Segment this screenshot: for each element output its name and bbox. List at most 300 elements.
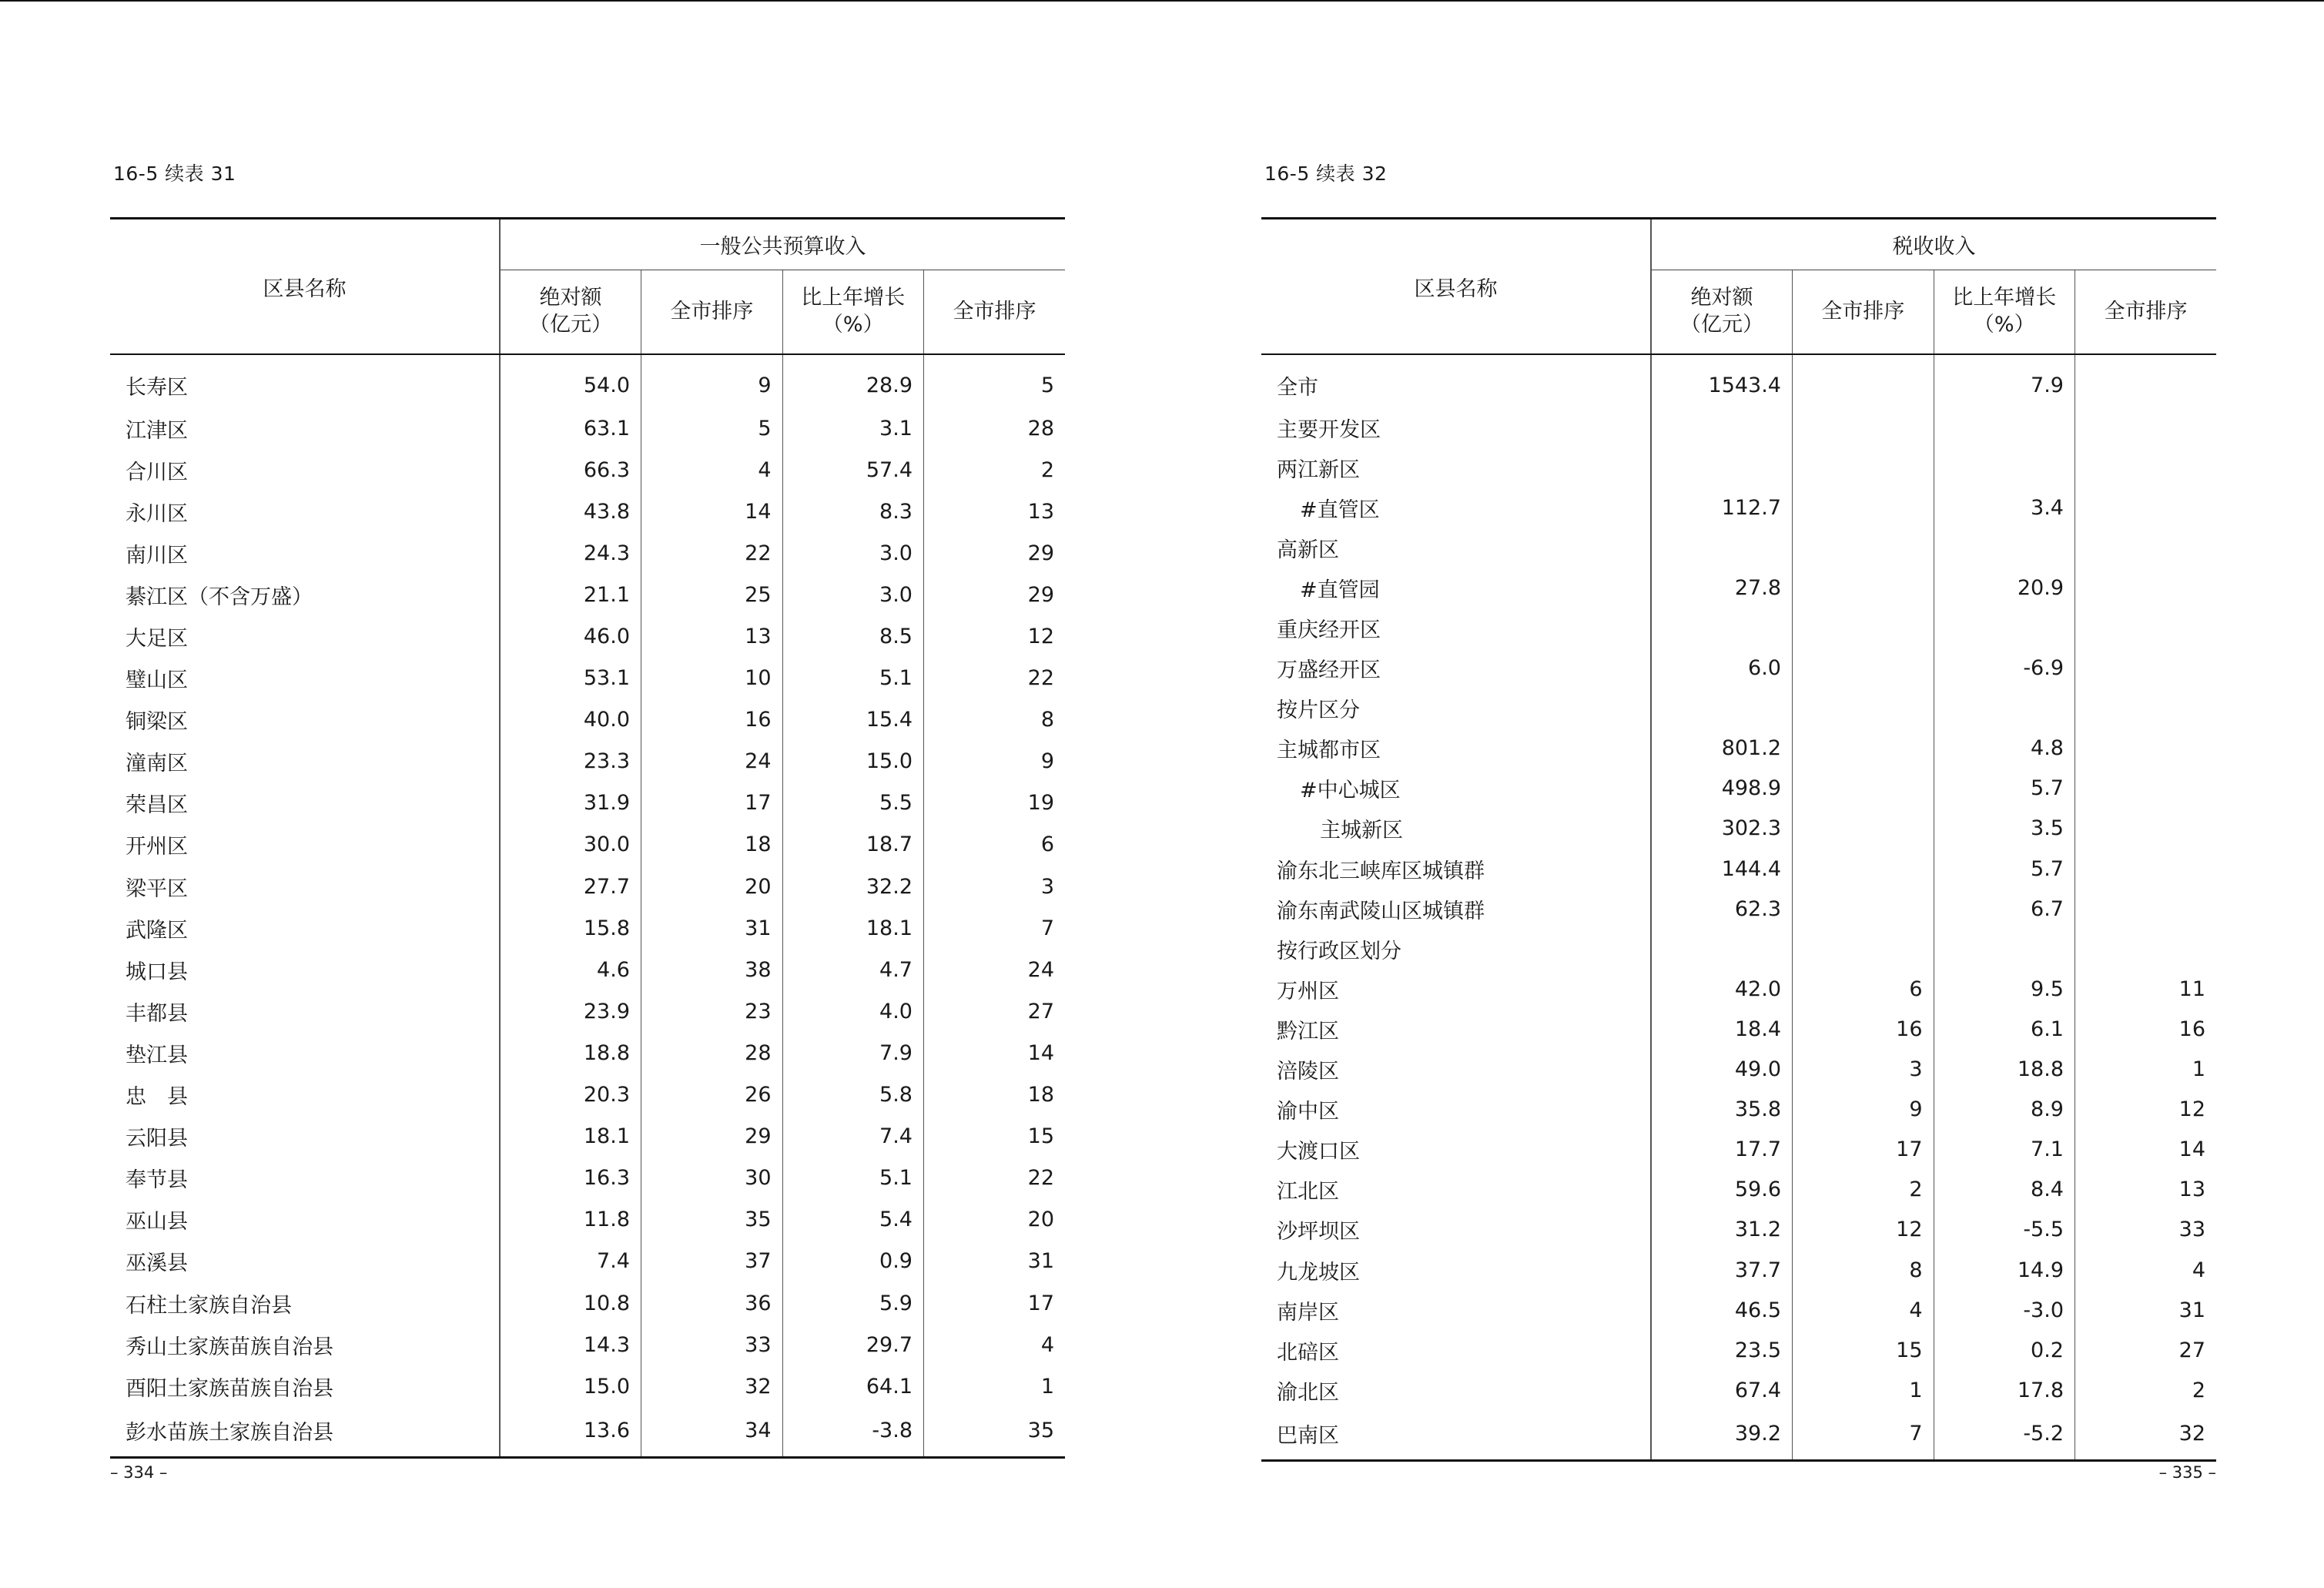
region-name-cell: 彭水苗族土家族自治县 [110, 1407, 500, 1458]
value-cell: 27.8 [1651, 568, 1793, 608]
value-cell: 66.3 [500, 449, 641, 491]
value-cell: 37.7 [1651, 1250, 1793, 1290]
value-cell: 23.5 [1651, 1330, 1793, 1370]
growth-rank-cell: 11 [2178, 977, 2205, 1001]
table-row [110, 741, 1065, 782]
page-number: – 335 – [2158, 1463, 2216, 1482]
table-row [1261, 809, 2216, 849]
growth-cell [1934, 407, 2075, 447]
table-row [1261, 568, 2216, 608]
growth-cell: 5.9 [782, 1282, 924, 1324]
growth-cell: -3.0 [1934, 1290, 2075, 1330]
rank-cell [1793, 447, 1934, 487]
value-cell: 35.8 [1651, 1090, 1793, 1130]
growth-cell [1934, 528, 2075, 568]
value-cell: 62.3 [1651, 889, 1793, 929]
growth-cell [1934, 608, 2075, 648]
growth-rank-cell: 4 [1040, 1332, 1054, 1357]
rank-cell: 31 [641, 907, 783, 949]
rank-cell: 16 [1793, 1009, 1934, 1049]
rank-header: 全市排序 [641, 270, 783, 355]
region-name-cell: 重庆经开区 [1261, 608, 1651, 648]
value-cell: 498.9 [1651, 769, 1793, 809]
growth-rank-cell: 22 [1027, 1166, 1054, 1191]
region-name-cell: 开州区 [110, 824, 500, 866]
value-cell: 63.1 [500, 407, 641, 449]
growth-cell: 64.1 [782, 1365, 924, 1407]
value-cell: 6.0 [1651, 648, 1793, 688]
table-row [1261, 1290, 2216, 1330]
value-cell: 23.3 [500, 741, 641, 782]
growth-rank-cell: 14 [2178, 1137, 2205, 1162]
growth-rank-cell: 2 [1040, 457, 1054, 482]
table-body [1261, 354, 2216, 1461]
table-title: 16-5 续表 32 [1264, 162, 1388, 185]
growth-rank-cell: 35 [1027, 1418, 1054, 1442]
table-row [110, 1324, 1065, 1365]
region-name-cell: 主城新区 [1261, 809, 1651, 849]
value-cell: 801.2 [1651, 729, 1793, 769]
growth-cell: 7.9 [782, 1032, 924, 1074]
growth-rank-cell [2075, 528, 2217, 568]
value-cell: 14.3 [500, 1324, 641, 1365]
growth-rank-cell: 1 [2192, 1057, 2205, 1082]
growth-cell: 20.9 [1934, 568, 2075, 608]
growth-cell [1934, 447, 2075, 487]
rank-cell: 1 [1793, 1370, 1934, 1410]
value-cell: 67.4 [1651, 1370, 1793, 1410]
region-name-cell: 主要开发区 [1261, 407, 1651, 447]
growth-rank-cell: 1 [1040, 1374, 1054, 1399]
rank-cell: 7 [1793, 1410, 1934, 1461]
rank-cell [1793, 407, 1934, 447]
growth-cell: 14.9 [1934, 1250, 2075, 1290]
growth-rank-cell [2075, 889, 2217, 929]
rank-cell: 36 [641, 1282, 783, 1324]
rank-cell: 2 [1793, 1170, 1934, 1210]
rank-cell: 34 [641, 1407, 783, 1458]
value-cell: 112.7 [1651, 487, 1793, 528]
region-name-cell: 巫溪县 [110, 1241, 500, 1282]
growth-cell: 8.9 [1934, 1090, 2075, 1130]
growth-rank-cell [2075, 568, 2217, 608]
table-row [1261, 769, 2216, 809]
table-body [110, 354, 1065, 1458]
rank-cell: 26 [641, 1074, 783, 1116]
rank-cell: 9 [641, 354, 783, 407]
value-cell: 15.0 [500, 1365, 641, 1407]
value-cell: 17.7 [1651, 1130, 1793, 1170]
table-row [110, 949, 1065, 990]
growth-rank-cell [2075, 809, 2217, 849]
rank-cell: 29 [641, 1116, 783, 1157]
table-row [1261, 1009, 2216, 1049]
region-name-cell: #直管园 [1261, 568, 1651, 608]
rank-cell [1793, 354, 1934, 407]
growth-cell: 8.5 [782, 615, 924, 657]
table-row [1261, 1370, 2216, 1410]
value-cell [1651, 407, 1793, 447]
rank-cell: 25 [641, 574, 783, 615]
group-header: 一般公共预算收入 [500, 219, 1065, 270]
table-row [1261, 929, 2216, 969]
region-name-cell: 秀山土家族苗族自治县 [110, 1324, 500, 1365]
growth-rank-cell [2075, 769, 2217, 809]
region-name-cell: 大足区 [110, 615, 500, 657]
growth-rank-cell: 2 [2192, 1378, 2205, 1402]
region-name-cell: 武隆区 [110, 907, 500, 949]
growth-rank-cell [2075, 648, 2217, 688]
rank-cell [1793, 487, 1934, 528]
growth-rank-cell: 3 [1040, 874, 1054, 899]
growth-cell: 5.1 [782, 1157, 924, 1199]
table-row [1261, 1050, 2216, 1090]
region-name-cell: 长寿区 [110, 354, 500, 407]
table-row [1261, 1170, 2216, 1210]
rank-cell [1793, 688, 1934, 729]
growth-rank-cell: 12 [1027, 625, 1054, 649]
rank-cell: 23 [641, 990, 783, 1032]
growth-cell [1934, 688, 2075, 729]
growth-cell: 5.5 [782, 782, 924, 824]
table-row [110, 1241, 1065, 1282]
growth-rank-cell: 12 [2178, 1097, 2205, 1122]
table-row [110, 1407, 1065, 1458]
region-column-header: 区县名称 [1261, 219, 1651, 355]
growth-cell: 7.4 [782, 1116, 924, 1157]
value-cell: 15.8 [500, 907, 641, 949]
table-row [1261, 354, 2216, 407]
rank-cell: 13 [641, 615, 783, 657]
region-name-cell: 万州区 [1261, 969, 1651, 1009]
rank-cell: 4 [641, 449, 783, 491]
value-cell: 59.6 [1651, 1170, 1793, 1210]
table-row [110, 1157, 1065, 1199]
table-row [110, 907, 1065, 949]
region-name-cell: 荣昌区 [110, 782, 500, 824]
region-name-cell: 九龙坡区 [1261, 1250, 1651, 1290]
table-row [110, 990, 1065, 1032]
table-row [1261, 688, 2216, 729]
region-name-cell: 城口县 [110, 949, 500, 990]
value-cell: 18.4 [1651, 1009, 1793, 1049]
growth-rank-cell: 17 [1027, 1291, 1054, 1315]
value-cell: 4.6 [500, 949, 641, 990]
growth-cell: 5.8 [782, 1074, 924, 1116]
region-name-cell: 南岸区 [1261, 1290, 1651, 1330]
table-row [1261, 1090, 2216, 1130]
growth-rank-cell: 18 [1027, 1083, 1054, 1107]
growth-rank-cell: 6 [1040, 833, 1054, 857]
table-row [1261, 729, 2216, 769]
growth-cell: 4.7 [782, 949, 924, 990]
rank-header: 全市排序 [1793, 270, 1934, 355]
growth-rank-cell: 22 [1027, 666, 1054, 691]
growth-cell: -5.5 [1934, 1210, 2075, 1250]
growth-cell: 5.1 [782, 658, 924, 699]
growth-cell: 28.9 [782, 354, 924, 407]
region-name-cell: 按行政区划分 [1261, 929, 1651, 969]
region-name-cell: 渝中区 [1261, 1090, 1651, 1130]
table-row [1261, 648, 2216, 688]
rank-cell: 37 [641, 1241, 783, 1282]
value-cell: 144.4 [1651, 849, 1793, 889]
growth-rank-cell: 28 [1027, 416, 1054, 441]
value-cell [1651, 447, 1793, 487]
value-cell: 53.1 [500, 658, 641, 699]
region-name-cell: 渝东南武陵山区城镇群 [1261, 889, 1651, 929]
region-name-cell: 巫山县 [110, 1199, 500, 1241]
right-page [1261, 0, 2216, 1588]
rank-cell [1793, 568, 1934, 608]
value-cell: 10.8 [500, 1282, 641, 1324]
region-name-cell: 按片区分 [1261, 688, 1651, 729]
table-row [1261, 1410, 2216, 1461]
growth-rank-cell [2075, 487, 2217, 528]
region-name-cell: 綦江区（不含万盛） [110, 574, 500, 615]
table-row [110, 782, 1065, 824]
growth-rank-cell: 29 [1027, 582, 1054, 607]
table-row [110, 866, 1065, 907]
growth-cell: 29.7 [782, 1324, 924, 1365]
growth-rank-header: 全市排序 [2075, 270, 2217, 355]
region-name-cell: 高新区 [1261, 528, 1651, 568]
region-name-cell: 璧山区 [110, 658, 500, 699]
value-cell [1651, 688, 1793, 729]
growth-rank-cell: 27 [2178, 1338, 2205, 1362]
value-cell: 31.9 [500, 782, 641, 824]
rank-cell: 24 [641, 741, 783, 782]
rank-cell [1793, 809, 1934, 849]
growth-cell: 5.7 [1934, 769, 2075, 809]
region-name-cell: 丰都县 [110, 990, 500, 1032]
growth-rank-cell: 31 [1027, 1249, 1054, 1274]
value-cell: 23.9 [500, 990, 641, 1032]
growth-rank-cell: 31 [2178, 1298, 2205, 1322]
value-cell [1651, 929, 1793, 969]
growth-cell: 5.4 [782, 1199, 924, 1241]
region-name-cell: 云阳县 [110, 1116, 500, 1157]
value-cell: 7.4 [500, 1241, 641, 1282]
rank-cell: 32 [641, 1365, 783, 1407]
table-row [1261, 487, 2216, 528]
table-row [1261, 528, 2216, 568]
growth-rank-cell [2075, 849, 2217, 889]
growth-rank-cell: 20 [1027, 1208, 1054, 1232]
growth-cell: 15.0 [782, 741, 924, 782]
rank-cell: 6 [1793, 969, 1934, 1009]
growth-cell: 7.1 [1934, 1130, 2075, 1170]
rank-cell: 22 [641, 532, 783, 574]
growth-cell: 15.4 [782, 699, 924, 741]
region-name-cell: 渝东北三峡库区城镇群 [1261, 849, 1651, 889]
page-number: – 334 – [110, 1463, 168, 1482]
growth-cell: 3.5 [1934, 809, 2075, 849]
growth-cell: 17.8 [1934, 1370, 2075, 1410]
growth-cell: 3.0 [782, 574, 924, 615]
table-row [110, 574, 1065, 615]
table-row [110, 491, 1065, 532]
table-row [110, 1074, 1065, 1116]
region-name-cell: 江津区 [110, 407, 500, 449]
rank-cell: 35 [641, 1199, 783, 1241]
table-row [1261, 889, 2216, 929]
growth-cell [1934, 929, 2075, 969]
growth-cell: 9.5 [1934, 969, 2075, 1009]
value-cell: 46.0 [500, 615, 641, 657]
region-name-cell: #中心城区 [1261, 769, 1651, 809]
growth-cell: 5.7 [1934, 849, 2075, 889]
table-row [1261, 407, 2216, 447]
budget-revenue-table [110, 217, 1065, 1459]
table-row [1261, 849, 2216, 889]
value-cell: 1543.4 [1651, 354, 1793, 407]
growth-cell: 8.3 [782, 491, 924, 532]
growth-cell: 57.4 [782, 449, 924, 491]
value-cell: 18.8 [500, 1032, 641, 1074]
growth-rank-cell: 4 [2192, 1258, 2205, 1282]
growth-rank-cell [2075, 929, 2217, 969]
rank-cell [1793, 648, 1934, 688]
rank-cell: 33 [641, 1324, 783, 1365]
table-row [1261, 1250, 2216, 1290]
rank-cell [1793, 929, 1934, 969]
value-cell: 302.3 [1651, 809, 1793, 849]
growth-rank-cell: 7 [1040, 916, 1054, 940]
growth-cell: 0.9 [782, 1241, 924, 1282]
growth-header: 比上年增长 （%） [1934, 270, 2075, 355]
rank-cell: 14 [641, 491, 783, 532]
growth-rank-header: 全市排序 [924, 270, 1066, 355]
growth-rank-cell: 13 [2178, 1178, 2205, 1202]
table-row [110, 532, 1065, 574]
table-row [1261, 608, 2216, 648]
growth-cell: 18.8 [1934, 1050, 2075, 1090]
value-cell: 30.0 [500, 824, 641, 866]
table-row [110, 407, 1065, 449]
region-name-cell: 合川区 [110, 449, 500, 491]
value-cell: 27.7 [500, 866, 641, 907]
region-name-cell: 江北区 [1261, 1170, 1651, 1210]
growth-rank-cell: 5 [1040, 373, 1054, 397]
value-cell: 42.0 [1651, 969, 1793, 1009]
table-row [110, 824, 1065, 866]
rank-cell: 20 [641, 866, 783, 907]
table-row [110, 1282, 1065, 1324]
table-row [1261, 969, 2216, 1009]
region-name-cell: 大渡口区 [1261, 1130, 1651, 1170]
growth-cell: 3.4 [1934, 487, 2075, 528]
table-row [110, 615, 1065, 657]
region-name-cell: 忠 县 [110, 1074, 500, 1116]
value-cell: 46.5 [1651, 1290, 1793, 1330]
region-name-cell: 两江新区 [1261, 447, 1651, 487]
growth-rank-cell [2075, 354, 2217, 407]
growth-cell: 32.2 [782, 866, 924, 907]
rank-cell: 5 [641, 407, 783, 449]
growth-cell: 18.7 [782, 824, 924, 866]
rank-cell: 4 [1793, 1290, 1934, 1330]
table-row [110, 699, 1065, 741]
growth-rank-cell [2075, 407, 2217, 447]
table-row [1261, 1210, 2216, 1250]
growth-cell: 8.4 [1934, 1170, 2075, 1210]
table-row [1261, 447, 2216, 487]
rank-cell: 8 [1793, 1250, 1934, 1290]
region-name-cell: 酉阳土家族苗族自治县 [110, 1365, 500, 1407]
rank-cell: 30 [641, 1157, 783, 1199]
value-cell: 20.3 [500, 1074, 641, 1116]
region-name-cell: 万盛经开区 [1261, 648, 1651, 688]
growth-cell: 6.7 [1934, 889, 2075, 929]
region-name-cell: 黔江区 [1261, 1009, 1651, 1049]
value-cell: 21.1 [500, 574, 641, 615]
growth-rank-cell: 24 [1027, 957, 1054, 982]
table-row [1261, 1330, 2216, 1370]
value-cell: 54.0 [500, 354, 641, 407]
growth-rank-cell: 8 [1040, 708, 1054, 732]
growth-rank-cell [2075, 447, 2217, 487]
left-page [110, 0, 1065, 1588]
table-row [110, 1365, 1065, 1407]
growth-cell: 4.8 [1934, 729, 2075, 769]
rank-cell [1793, 849, 1934, 889]
rank-cell: 18 [641, 824, 783, 866]
growth-rank-cell: 27 [1027, 999, 1054, 1023]
rank-cell: 3 [1793, 1050, 1934, 1090]
table-row [1261, 1130, 2216, 1170]
value-cell [1651, 528, 1793, 568]
group-header: 税收收入 [1651, 219, 2216, 270]
region-name-cell: 渝北区 [1261, 1370, 1651, 1410]
growth-rank-cell [2075, 729, 2217, 769]
growth-cell: 7.9 [1934, 354, 2075, 407]
rank-cell: 38 [641, 949, 783, 990]
growth-cell: -6.9 [1934, 648, 2075, 688]
growth-cell: 3.1 [782, 407, 924, 449]
rank-cell [1793, 729, 1934, 769]
value-cell: 18.1 [500, 1116, 641, 1157]
region-name-cell: 梁平区 [110, 866, 500, 907]
growth-cell: 4.0 [782, 990, 924, 1032]
region-name-cell: 主城都市区 [1261, 729, 1651, 769]
table-row [110, 1199, 1065, 1241]
growth-rank-cell [2075, 608, 2217, 648]
table-row [110, 658, 1065, 699]
growth-rank-cell: 14 [1027, 1040, 1054, 1065]
rank-cell [1793, 608, 1934, 648]
region-name-cell: 永川区 [110, 491, 500, 532]
region-name-cell: 巴南区 [1261, 1410, 1651, 1461]
rank-cell: 15 [1793, 1330, 1934, 1370]
growth-rank-cell: 16 [2178, 1017, 2205, 1041]
table-row [110, 1032, 1065, 1074]
value-cell: 43.8 [500, 491, 641, 532]
growth-rank-cell: 33 [2178, 1218, 2205, 1242]
table-row [110, 354, 1065, 407]
rank-cell: 17 [1793, 1130, 1934, 1170]
growth-header: 比上年增长 （%） [782, 270, 924, 355]
value-cell: 40.0 [500, 699, 641, 741]
region-name-cell: #直管区 [1261, 487, 1651, 528]
rank-cell [1793, 889, 1934, 929]
value-cell: 24.3 [500, 532, 641, 574]
region-name-cell: 奉节县 [110, 1157, 500, 1199]
growth-rank-cell: 19 [1027, 791, 1054, 816]
value-cell: 11.8 [500, 1199, 641, 1241]
growth-cell: 3.0 [782, 532, 924, 574]
growth-rank-cell: 15 [1027, 1124, 1054, 1149]
